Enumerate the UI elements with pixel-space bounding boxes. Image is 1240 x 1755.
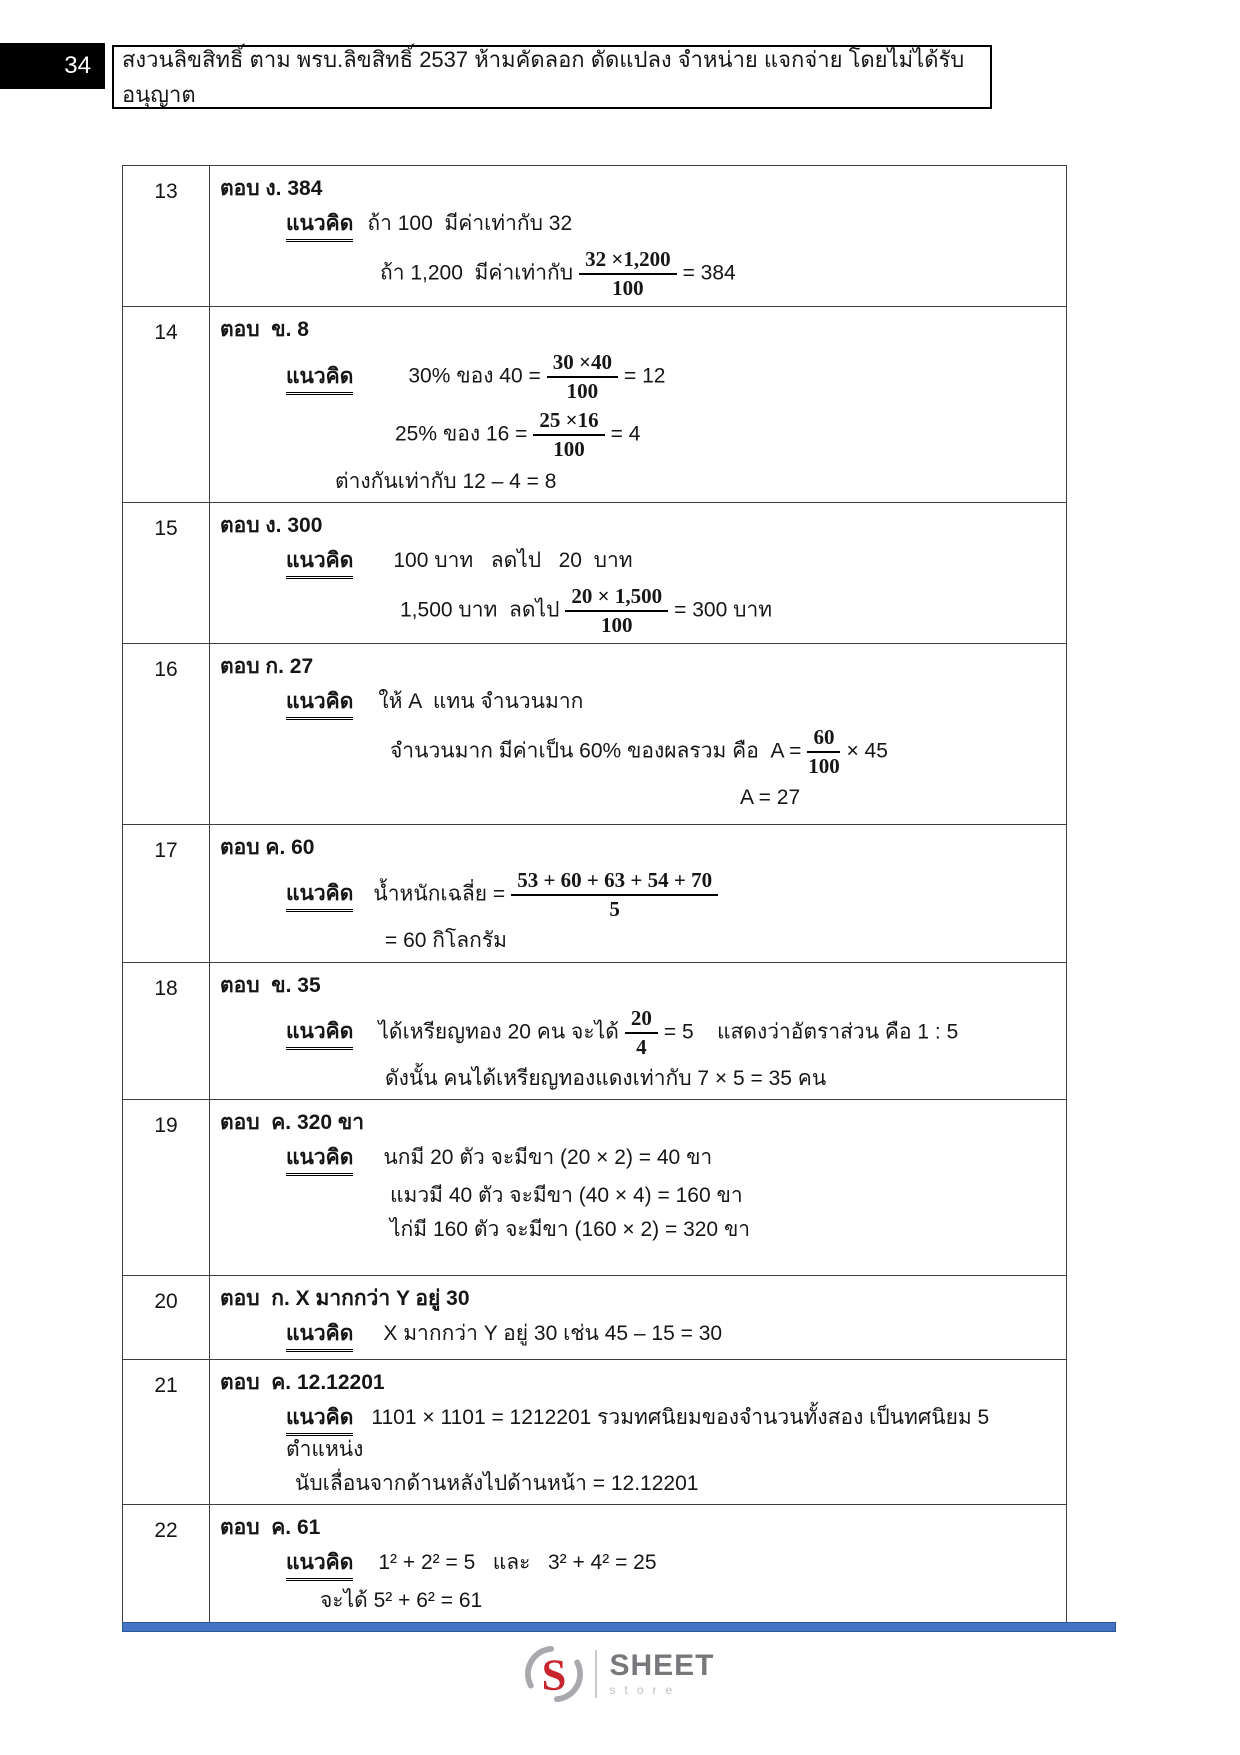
solution-content	[210, 1276, 1066, 1359]
solution-text: 1² + 2² = 5 และ 3² + 4² = 25	[378, 1550, 657, 1574]
method-label: แนวคิด	[286, 210, 353, 242]
solution-line	[210, 1216, 1058, 1244]
row-number: 18	[123, 963, 210, 1099]
solution-text: นับเลื่อนจากด้านหลังไปด้านหน้า = 12.12201	[295, 1471, 699, 1495]
solution-text: ได้เหรียญทอง 20 คน จะได้	[378, 1020, 619, 1044]
solution-text: = 60 กิโลกรัม	[385, 928, 507, 952]
method-label: แนวคิด	[286, 1018, 353, 1050]
svg-text:S: S	[542, 1649, 567, 1700]
row-number: 13	[123, 166, 210, 306]
solution-line	[210, 869, 1058, 921]
solution-line	[210, 1065, 1058, 1093]
footer-accent-line	[122, 1622, 1116, 1632]
solution-text: ต่างกันเท่ากับ 12 – 4 = 8	[335, 469, 557, 493]
solution-row	[123, 1276, 1066, 1360]
solution-line	[210, 1549, 1058, 1581]
fraction-denominator: 100	[566, 379, 599, 404]
fraction-numerator: 32 ×1,200	[579, 248, 676, 275]
solution-line	[210, 688, 1058, 720]
method-label: แนวคิด	[286, 688, 353, 720]
page-number-box	[0, 43, 105, 89]
row-number: 14	[123, 307, 210, 501]
fraction	[533, 409, 604, 461]
solution-text: = 384	[682, 261, 736, 285]
solution-content	[210, 307, 1066, 501]
row-number: 20	[123, 1276, 210, 1359]
solution-line	[210, 784, 1058, 812]
logo-brand-text: SHEET	[609, 1649, 715, 1682]
solution-line	[210, 1587, 1058, 1615]
copyright-notice-box	[112, 45, 992, 109]
solution-content	[210, 166, 1066, 306]
logo-divider	[595, 1650, 597, 1698]
method-label: แนวคิด	[286, 1549, 353, 1581]
solution-line	[210, 726, 1058, 778]
fraction-denominator: 100	[808, 753, 840, 778]
method-label: แนวคิด	[286, 1144, 353, 1176]
fraction-denominator: 5	[609, 896, 620, 921]
fraction	[625, 1007, 658, 1059]
solutions-table	[122, 165, 1067, 1628]
solution-text: 100 บาท ลดไป 20 บาท	[393, 548, 633, 572]
answer-text: ตอบ ค. 60	[220, 835, 315, 859]
solution-line	[210, 351, 1058, 403]
solution-line	[210, 1144, 1058, 1176]
answer-text: ตอบ ง. 384	[220, 177, 323, 200]
fraction	[511, 869, 718, 921]
page-number: 34	[64, 52, 91, 79]
solution-content	[210, 644, 1066, 824]
solution-content	[210, 1100, 1066, 1275]
fraction-denominator: 4	[636, 1034, 647, 1059]
solution-line	[210, 1404, 1058, 1464]
method-label: แนวคิด	[286, 547, 353, 579]
solution-content	[210, 1505, 1066, 1627]
method-label: แนวคิด	[286, 1320, 353, 1352]
solution-row	[123, 307, 1066, 502]
solution-line	[210, 1182, 1058, 1210]
solution-text: ถ้า 100 มีค่าเท่ากับ 32	[367, 212, 573, 235]
fraction-numerator: 20 × 1,500	[565, 585, 668, 612]
logo-brand-subtext: store	[609, 1683, 682, 1697]
solution-row	[123, 1505, 1066, 1628]
sheet-store-logo	[0, 1645, 1240, 1703]
fraction-numerator: 30 ×40	[547, 351, 618, 378]
solution-line	[210, 1007, 1058, 1059]
solution-row	[123, 1100, 1066, 1276]
solution-text: จำนวนมาก มีค่าเป็น 60% ของผลรวม คือ A =	[390, 739, 802, 763]
fraction-denominator: 100	[553, 437, 585, 462]
solution-line	[210, 409, 1058, 461]
solution-text: 30% ของ 40 =	[408, 364, 541, 388]
method-label: แนวคิด	[286, 1404, 353, 1436]
solution-text: น้ำหนักเฉลี่ย =	[373, 882, 506, 906]
solution-content	[210, 503, 1066, 643]
fraction	[565, 585, 668, 637]
solution-line	[210, 468, 1058, 496]
fraction-numerator: 25 ×16	[533, 409, 604, 436]
solution-row	[123, 166, 1066, 307]
row-number: 17	[123, 825, 210, 962]
solution-text: X มากกว่า Y อยู่ 30 เช่น 45 – 15 = 30	[383, 1321, 723, 1345]
fraction-numerator: 53 + 60 + 63 + 54 + 70	[511, 869, 718, 896]
solution-line	[210, 1470, 1058, 1498]
solution-text: 1,500 บาท ลดไป	[400, 598, 560, 622]
solution-text: ถ้า 1,200 มีค่าเท่ากับ	[380, 261, 574, 285]
solution-row	[123, 1360, 1066, 1505]
solution-text: = 5 แสดงว่าอัตราส่วน คือ 1 : 5	[663, 1020, 959, 1044]
solution-line	[210, 547, 1058, 579]
fraction-numerator: 20	[625, 1007, 658, 1034]
answer-text: ตอบ ข. 35	[220, 973, 321, 997]
answer-text: ตอบ ค. 320 ขา	[220, 1110, 364, 1134]
row-number: 15	[123, 503, 210, 643]
solution-text: 25% ของ 16 =	[395, 423, 528, 447]
row-number: 22	[123, 1505, 210, 1627]
fraction-numerator: 60	[807, 726, 840, 753]
copyright-text: สงวนลิขสิทธิ์ ตาม พรบ.ลิขสิทธิ์ 2537 ห้ามคัดลอก ดัดแปลง จำหน่าย แจกจ่าย โดยไม่ได้รับอนุญาต	[122, 47, 965, 107]
answer-text: ตอบ ข. 8	[220, 318, 309, 342]
method-label: แนวคิด	[286, 363, 353, 395]
fraction	[807, 726, 840, 778]
solution-text: แมวมี 40 ตัว จะมีขา (40 × 4) = 160 ขา	[390, 1183, 743, 1207]
solution-row	[123, 503, 1066, 644]
solution-text: จะได้ 5² + 6² = 61	[320, 1588, 483, 1612]
solution-text: = 12	[623, 364, 666, 388]
solution-text: ดังนั้น คนได้เหรียญทองแดงเท่ากับ 7 × 5 = 35 คน	[385, 1066, 827, 1090]
solution-line	[210, 210, 1058, 242]
fraction	[547, 351, 618, 403]
answer-text: ตอบ ก. 27	[220, 654, 314, 678]
logo-text	[609, 1651, 714, 1697]
solution-row	[123, 644, 1066, 825]
row-number: 19	[123, 1100, 210, 1275]
solution-row	[123, 963, 1066, 1100]
answer-text: ตอบ ค. 61	[220, 1515, 321, 1539]
solution-line	[210, 585, 1058, 637]
solution-text: A = 27	[740, 785, 801, 809]
fraction-denominator: 100	[601, 612, 633, 637]
solution-text: ให้ A แทน จำนวนมาก	[378, 689, 584, 713]
solution-text: ไก่มี 160 ตัว จะมีขา (160 × 2) = 320 ขา	[390, 1217, 751, 1241]
row-number: 16	[123, 644, 210, 824]
solution-text: นกมี 20 ตัว จะมีขา (20 × 2) = 40 ขา	[383, 1145, 713, 1169]
solution-text: = 4	[610, 423, 641, 447]
logo-s-icon	[525, 1645, 583, 1703]
solution-text: = 300 บาท	[674, 598, 773, 622]
answer-text: ตอบ ก. X มากกว่า Y อยู่ 30	[220, 1286, 470, 1310]
solution-text: × 45	[846, 739, 888, 763]
solution-content	[210, 825, 1066, 962]
solution-row	[123, 825, 1066, 963]
fraction-denominator: 100	[612, 276, 644, 301]
answer-text: ตอบ ง. 300	[220, 513, 323, 537]
solution-text: 1101 × 1101 = 1212201 รวมทศนิยมของจำนวนทั้งสอง เป็นทศนิยม 5 ตำแหน่ง	[286, 1405, 996, 1461]
answer-text: ตอบ ค. 12.12201	[220, 1370, 385, 1394]
fraction	[579, 248, 676, 300]
solution-line	[210, 248, 1058, 300]
row-number: 21	[123, 1360, 210, 1504]
solution-line	[210, 1320, 1058, 1352]
solution-line	[210, 927, 1058, 955]
solution-content	[210, 1360, 1066, 1504]
method-label: แนวคิด	[286, 880, 353, 912]
solution-content	[210, 963, 1066, 1099]
